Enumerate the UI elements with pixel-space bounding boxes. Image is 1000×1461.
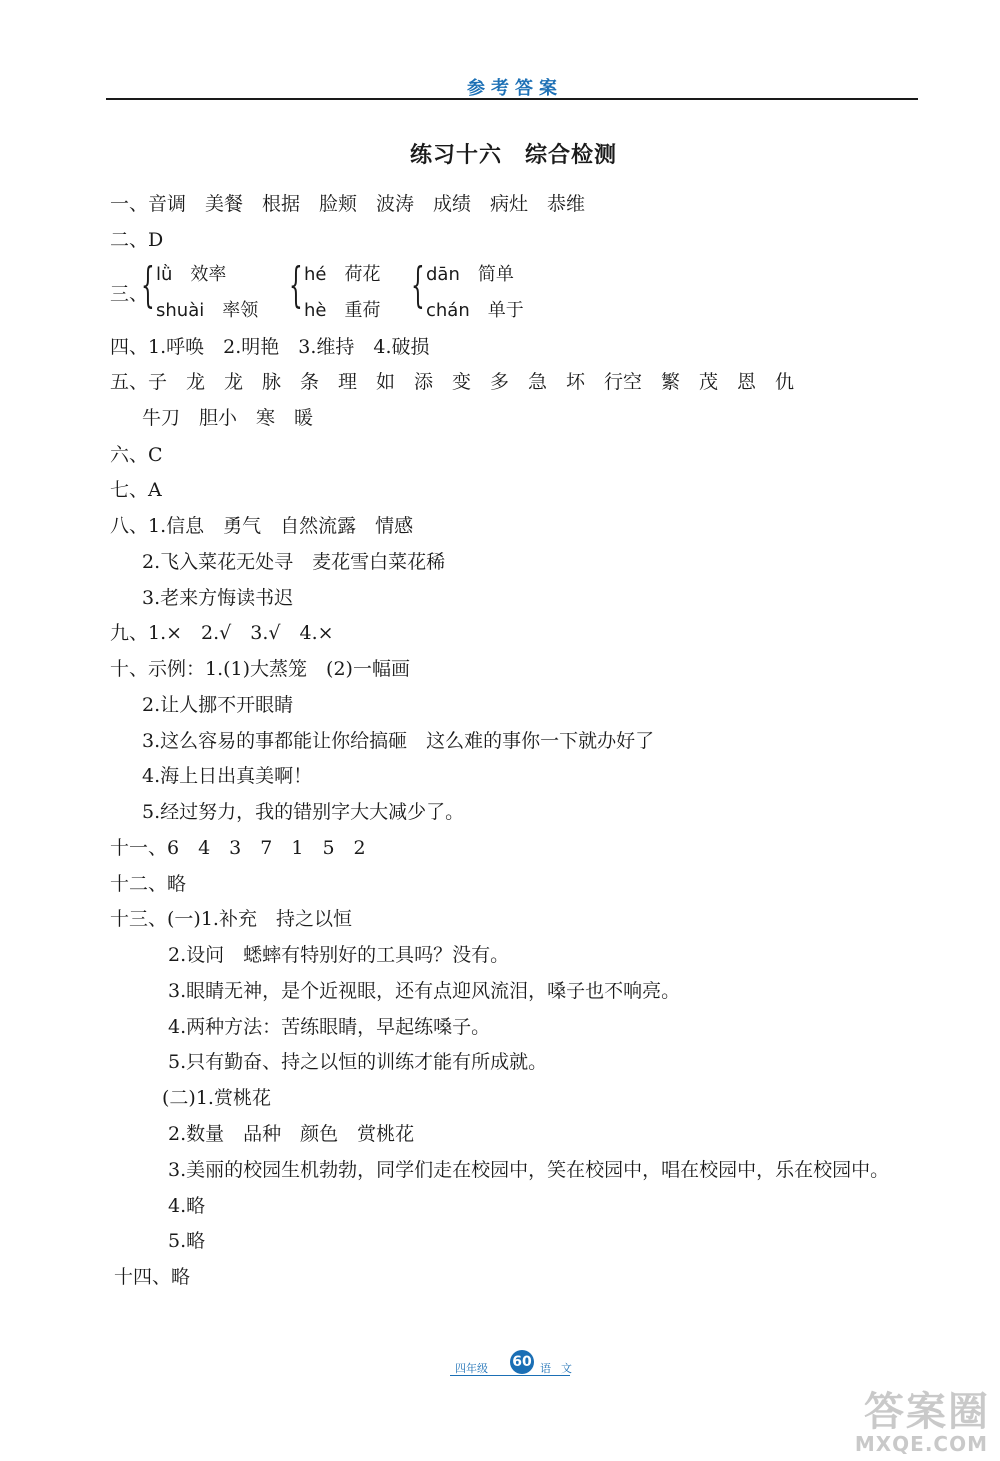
brace-2: { [289,257,303,313]
answer-line-13h: 3.美丽的校园生机勃勃，同学们走在校园中，笑在校园中，唱在校园中，乐在校园中。 [168,1159,890,1181]
answer-line-10d: 4.海上日出真美啊！ [142,765,313,787]
watermark-logo [818,1380,990,1456]
answer-line-10a: 十、示例：1.(1)大蒸笼 (2)一幅画 [110,658,410,680]
page-number: 60 [510,1350,534,1374]
answer-line-13e: 5.只有勤奋、持之以恒的训练才能有所成就。 [168,1051,548,1073]
answer-line-8b: 2.飞入菜花无处寻 麦花雪白菜花稀 [142,551,446,573]
brace-1: { [141,257,155,313]
watermark-url: MXQE.COM [854,1432,988,1456]
page-footer [450,1347,600,1377]
answer-line-1: 一、音调 美餐 根据 脸颊 波涛 成绩 病灶 恭维 [110,193,586,215]
answer-line-13g: 2.数量 品种 颜色 赏桃花 [168,1123,415,1145]
answer-line-13i: 4.略 [168,1195,206,1217]
answer-line-10b: 2.让人挪不开眼睛 [142,694,294,716]
footer-underline [450,1375,570,1376]
footer-subject: 语文 [540,1362,582,1375]
answer-line-5b: 牛刀 胆小 寒 暖 [142,407,314,429]
answer-line-13a: 十三、(一)1.补充 持之以恒 [110,908,352,930]
answer-line-3-prefix: 三、 [110,283,149,305]
answer-line-4: 四、1.呼唤 2.明艳 3.维持 4.破损 [110,336,430,358]
answer-line-10e: 5.经过努力，我的错别字大大减少了。 [142,801,465,823]
answer-line-6: 六、C [110,444,163,466]
answer-line-13j: 5.略 [168,1230,206,1252]
answer-line-13d: 4.两种方法：苦练眼睛，早起练嗓子。 [168,1016,491,1038]
answer-line-2: 二、D [110,229,164,251]
pinyin-group-3-b: chán 单于 [426,300,524,321]
header-title: 参考答案 [467,78,563,99]
answer-line-9: 九、1.× 2.√ 3.√ 4.× [110,622,334,644]
answer-line-10c: 3.这么容易的事都能让你给搞砸 这么难的事你一下就办好了 [142,730,655,752]
answer-line-7: 七、A [110,479,162,501]
answer-line-14: 十四、略 [114,1266,191,1288]
brace-3: { [411,257,425,313]
answer-line-8c: 3.老来方悔读书迟 [142,587,294,609]
pinyin-group-3-a: dān 简单 [426,264,514,285]
answer-line-5a: 五、子 龙 龙 脉 条 理 如 添 变 多 急 坏 行空 繁 茂 恩 仇 [110,371,795,393]
pinyin-group-1-b: shuài 率领 [156,300,259,321]
watermark-text: 答案圈 [864,1389,990,1435]
pinyin-group-2-a: hé 荷花 [304,264,381,285]
answer-line-12: 十二、略 [110,873,187,895]
footer-grade: 四年级 [455,1362,488,1375]
answer-line-11: 十一、6 4 3 7 1 5 2 [110,837,366,859]
answer-line-13c: 3.眼睛无神，是个近视眼，还有点迎风流泪，嗓子也不响亮。 [168,980,681,1002]
header-rule [106,98,918,100]
answer-line-8a: 八、1.信息 勇气 自然流露 情感 [110,515,414,537]
pinyin-group-2-b: hè 重荷 [304,300,381,321]
page-title: 练习十六 综合检测 [409,143,617,168]
answer-line-13b: 2.设问 蟋蟀有特别好的工具吗？没有。 [168,944,510,966]
pinyin-group-1-a: lǜ 效率 [156,264,227,285]
answer-line-13f: (二)1.赏桃花 [162,1087,271,1109]
